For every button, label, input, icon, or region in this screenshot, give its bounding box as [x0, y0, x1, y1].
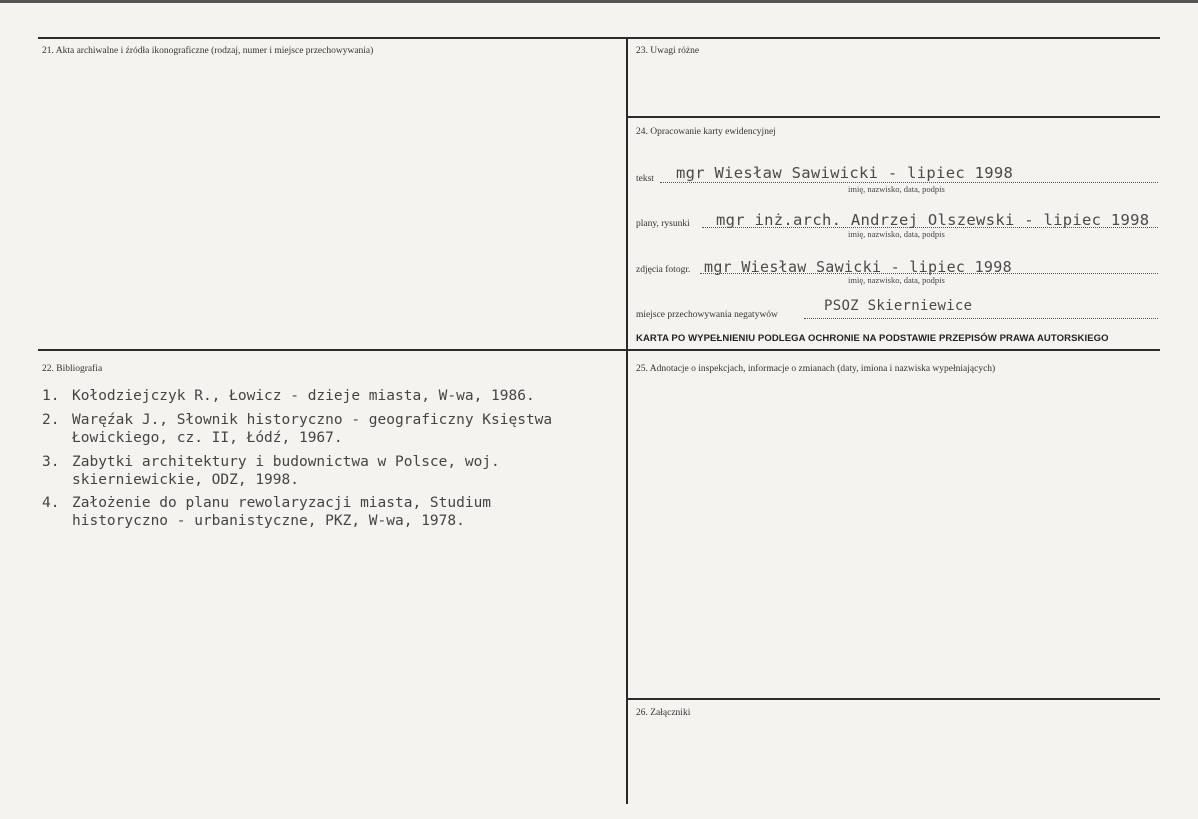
- bibliography-item-text: Założenie do planu rewolaryzacji miasta, Studium historyczno - urbanistyczne, PKZ, W-wa, 1978.: [72, 495, 492, 529]
- bibliography-item-number: 2.: [42, 412, 60, 428]
- bibliography-item-number: 1.: [42, 388, 60, 404]
- plans-author-label: plany, rysunki: [636, 219, 690, 229]
- top-border: [38, 37, 1160, 39]
- divider-25-26: [626, 698, 1160, 700]
- bibliography-item-number: 4.: [42, 495, 60, 511]
- bibliography-item: [42, 411, 632, 447]
- bibliography-item: [42, 387, 632, 405]
- negatives-location-value: PSOZ Skierniewice: [824, 298, 973, 314]
- bibliography-item-text: Zabytki architektury i budownictwa w Polsce, woj. skierniewickie, ODZ, 1998.: [72, 454, 500, 488]
- bibliography-item-text: Waręźak J., Słownik historyczno - geograficzny Księstwa Łowickiego, cz. II, Łódź, 1967.: [72, 412, 553, 446]
- photos-author-label: zdjęcia fotogr.: [636, 265, 691, 275]
- text-author-label: tekst: [636, 174, 654, 184]
- bibliography-item: [42, 494, 632, 530]
- section-24-label: 24. Opracowanie karty ewidencyjnej: [636, 127, 776, 137]
- photos-author-caption: imię, nazwisko, data, podpis: [848, 275, 945, 285]
- text-author-value: mgr Wiesław Sawiwicki - lipiec 1998: [676, 164, 1014, 182]
- section-21-label: 21. Akta archiwalne i źródła ikonograficzne (rodzaj, numer i miejsce przechowywania): [42, 46, 374, 56]
- section-23-label: 23. Uwagi różne: [636, 46, 700, 56]
- bibliography-item-number: 3.: [42, 454, 60, 470]
- middle-divider: [38, 349, 1160, 351]
- plans-author-value: mgr inż.arch. Andrzej Olszewski - lipiec 1998: [716, 211, 1150, 229]
- text-author-line: [660, 182, 1158, 183]
- copyright-warning: KARTA PO WYPEŁNIENIU PODLEGA OCHRONIE NA PODSTAWIE PRZEPISÓW PRAWA AUTORSKIEGO: [636, 333, 1109, 344]
- bibliography-item-text: Kołodziejczyk R., Łowicz - dzieje miasta, W-wa, 1986.: [72, 388, 535, 404]
- plans-author-caption: imię, nazwisko, data, podpis: [848, 229, 945, 239]
- section-25-label: 25. Adnotacje o inspekcjach, informacje o zmianach (daty, imiona i nazwiska wypełniających): [636, 364, 996, 374]
- photos-author-value: mgr Wiesław Sawicki - lipiec 1998: [704, 258, 1012, 276]
- negatives-location-label: miejsce przechowywania negatywów: [636, 310, 778, 320]
- text-author-caption: imię, nazwisko, data, podpis: [848, 184, 945, 194]
- bibliography-item: [42, 453, 632, 489]
- section-22-label: 22. Bibliografia: [42, 364, 103, 374]
- negatives-location-line: [804, 318, 1158, 319]
- divider-23-24: [626, 116, 1160, 118]
- scan-edge: [0, 0, 1198, 3]
- section-26-label: 26. Załączniki: [636, 708, 691, 718]
